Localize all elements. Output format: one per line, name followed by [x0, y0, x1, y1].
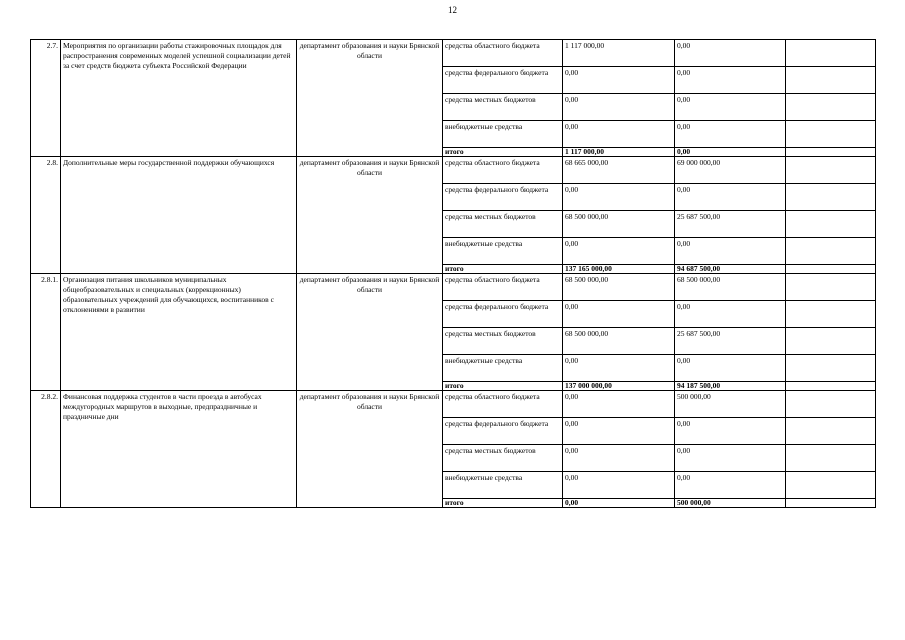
funding-source: средства местных бюджетов — [443, 211, 563, 238]
amount-col2: 0,00 — [675, 472, 786, 499]
amount-col2: 94 687 500,00 — [675, 265, 786, 274]
amount-col2: 0,00 — [675, 445, 786, 472]
amount-col2: 0,00 — [675, 40, 786, 67]
funding-source: средства федерального бюджета — [443, 418, 563, 445]
amount-col1: 68 500 000,00 — [563, 211, 675, 238]
item-name: Организация питания школьников муниципальных общеобразовательных и специальных (коррекционных) образовательных учреждений для обучающихся, воспитанников с отклонениями в развитии — [61, 274, 297, 391]
amount-col2: 68 500 000,00 — [675, 274, 786, 301]
empty-cell — [786, 40, 876, 67]
amount-col2: 0,00 — [675, 355, 786, 382]
amount-col1: 0,00 — [563, 499, 675, 508]
funding-source: внебюджетные средства — [443, 121, 563, 148]
amount-col1: 1 117 000,00 — [563, 40, 675, 67]
empty-cell — [786, 67, 876, 94]
funding-source: средства местных бюджетов — [443, 445, 563, 472]
amount-col1: 137 000 000,00 — [563, 382, 675, 391]
amount-col2: 0,00 — [675, 238, 786, 265]
amount-col2: 0,00 — [675, 148, 786, 157]
empty-cell — [786, 472, 876, 499]
item-name: Мероприятия по организации работы стажировочных площадок для распространения современных моделей успешной социализации детей за счет средств бюджета субъекта Российской Федерации — [61, 40, 297, 157]
empty-cell — [786, 301, 876, 328]
department: департамент образования и науки Брянской области — [297, 40, 443, 157]
amount-col2: 0,00 — [675, 67, 786, 94]
item-number: 2.8. — [31, 157, 61, 274]
page-number: 12 — [448, 5, 457, 15]
item-number: 2.7. — [31, 40, 61, 157]
amount-col1: 0,00 — [563, 121, 675, 148]
empty-cell — [786, 418, 876, 445]
empty-cell — [786, 94, 876, 121]
item-name: Финансовая поддержка студентов в части проезда в автобусах междугородных маршрутов в выходные, предпраздничные и праздничные дни — [61, 391, 297, 508]
funding-source: средства федерального бюджета — [443, 67, 563, 94]
empty-cell — [786, 328, 876, 355]
amount-col1: 0,00 — [563, 472, 675, 499]
amount-col1: 68 500 000,00 — [563, 274, 675, 301]
amount-col2: 94 187 500,00 — [675, 382, 786, 391]
funding-source: средства федерального бюджета — [443, 184, 563, 211]
empty-cell — [786, 238, 876, 265]
funding-row — [31, 40, 876, 67]
empty-cell — [786, 157, 876, 184]
funding-row — [31, 157, 876, 184]
amount-col1: 0,00 — [563, 301, 675, 328]
empty-cell — [786, 274, 876, 301]
item-number: 2.8.1. — [31, 274, 61, 391]
funding-source: средства областного бюджета — [443, 391, 563, 418]
amount-col1: 137 165 000,00 — [563, 265, 675, 274]
empty-cell — [786, 211, 876, 238]
funding-source: средства областного бюджета — [443, 40, 563, 67]
amount-col2: 500 000,00 — [675, 499, 786, 508]
department: департамент образования и науки Брянской области — [297, 157, 443, 274]
amount-col2: 25 687 500,00 — [675, 328, 786, 355]
funding-source: внебюджетные средства — [443, 472, 563, 499]
empty-cell — [786, 499, 876, 508]
department: департамент образования и науки Брянской области — [297, 391, 443, 508]
amount-col2: 0,00 — [675, 121, 786, 148]
empty-cell — [786, 445, 876, 472]
amount-col1: 0,00 — [563, 391, 675, 418]
amount-col2: 0,00 — [675, 94, 786, 121]
funding-source: средства федерального бюджета — [443, 301, 563, 328]
amount-col2: 0,00 — [675, 301, 786, 328]
amount-col2: 0,00 — [675, 184, 786, 211]
empty-cell — [786, 382, 876, 391]
amount-col1: 0,00 — [563, 418, 675, 445]
amount-col1: 68 665 000,00 — [563, 157, 675, 184]
empty-cell — [786, 148, 876, 157]
amount-col1: 0,00 — [563, 445, 675, 472]
funding-source: средства областного бюджета — [443, 157, 563, 184]
funding-source: итого — [443, 382, 563, 391]
amount-col1: 0,00 — [563, 238, 675, 265]
empty-cell — [786, 184, 876, 211]
funding-source: итого — [443, 499, 563, 508]
amount-col2: 69 000 000,00 — [675, 157, 786, 184]
budget-table — [30, 39, 876, 508]
empty-cell — [786, 265, 876, 274]
funding-source: средства областного бюджета — [443, 274, 563, 301]
amount-col2: 500 000,00 — [675, 391, 786, 418]
amount-col1: 0,00 — [563, 184, 675, 211]
funding-source: средства местных бюджетов — [443, 328, 563, 355]
item-name: Дополнительные меры государственной поддержки обучающихся — [61, 157, 297, 274]
empty-cell — [786, 121, 876, 148]
empty-cell — [786, 391, 876, 418]
amount-col2: 0,00 — [675, 418, 786, 445]
funding-source: итого — [443, 148, 563, 157]
funding-source: средства местных бюджетов — [443, 94, 563, 121]
amount-col1: 1 117 000,00 — [563, 148, 675, 157]
empty-cell — [786, 355, 876, 382]
amount-col1: 0,00 — [563, 67, 675, 94]
amount-col1: 0,00 — [563, 94, 675, 121]
department: департамент образования и науки Брянской области — [297, 274, 443, 391]
item-number: 2.8.2. — [31, 391, 61, 508]
amount-col1: 68 500 000,00 — [563, 328, 675, 355]
funding-source: внебюджетные средства — [443, 355, 563, 382]
funding-source: внебюджетные средства — [443, 238, 563, 265]
funding-row — [31, 274, 876, 301]
funding-source: итого — [443, 265, 563, 274]
amount-col2: 25 687 500,00 — [675, 211, 786, 238]
amount-col1: 0,00 — [563, 355, 675, 382]
funding-row — [31, 391, 876, 418]
